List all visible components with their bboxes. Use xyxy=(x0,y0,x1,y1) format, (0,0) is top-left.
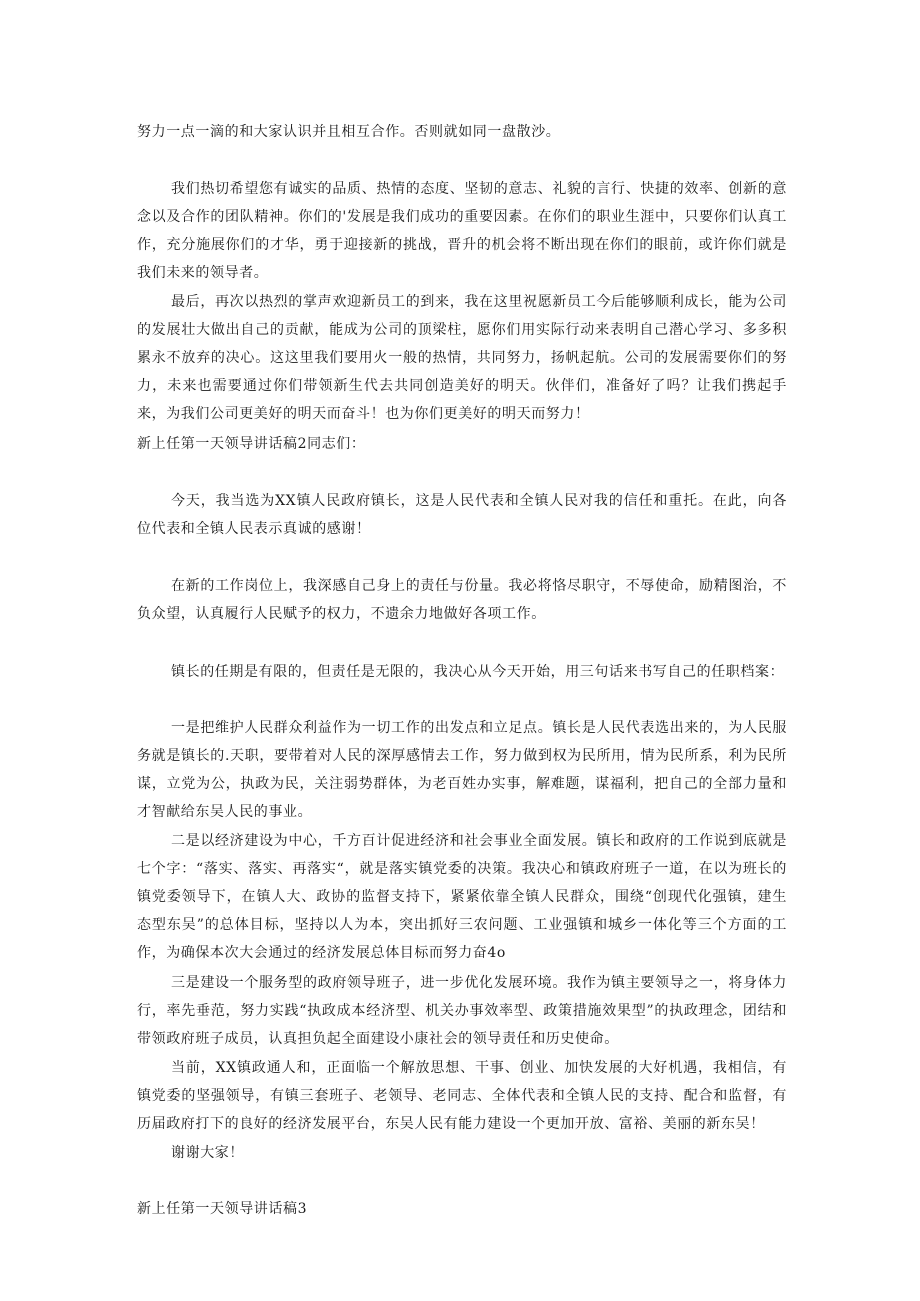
paragraph-responsibility: 在新的工作岗位上，我深感自己身上的责任与份量。我必将恪尽职守，不辱使命，励精图治，不负众望，认真履行人民赋予的权力，不遗余力地做好各项工作。 xyxy=(137,578,787,622)
paragraph-thanks: 今天，我当选为XX镇人民政府镇长，这是人民代表和全镇人民对我的信任和重托。在此，向各位代表和全镇人民表示真诚的感谢！ xyxy=(137,493,787,537)
paragraph-point-three: 三是建设一个服务型的政府领导班子，进一步优化发展环境。我作为镇主要领导之一，将身体力行，率先垂范，努力实践“执政成本经济型、机关办事效率型、政策措施效果型”的执政理念，团结和带领政府班子成员，认真担负起全面建设小康社会的领导责任和历史使命。 xyxy=(137,975,787,1047)
paragraph-point-one: 一是把维护人民群众利益作为一切工作的出发点和立足点。镇长是人民代表选出来的，为人民服务就是镇长的.天职，要带着对人民的深厚感情去工作，努力做到权为民所用，情为民所系，利为民所谋，立党为公，执政为民，关注弱势群体，为老百姓办实事，解难题，谋福利，把自己的全部力量和才智献给东吴人民的事业。 xyxy=(137,720,787,820)
paragraph-term: 镇长的任期是有限的，但责任是无限的，我决心从今天开始，用三句话来书写自己的任职档案： xyxy=(171,664,785,680)
paragraph-intro-end: 努力一点一滴的和大家认识并且相互合作。否则就如同一盘散沙。 xyxy=(137,124,561,140)
paragraph-closing: 最后，再次以热烈的掌声欢迎新员工的到来，我在这里祝愿新员工今后能够顺利成长，能为公司的发展壮大做出自己的贡献，能成为公司的顶梁柱，愿你们用实际行动来表明自己潜心学习、多多积累永不放弃的决心。这这里我们要用火一般的热情，共同努力，扬帆起航。公司的发展需要你们的努力，未来也需要通过你们带领新生代去共同创造美好的明天。伙伴们，准备好了吗？让我们携起手来，为我们公司更美好的明天而奋斗！也为你们更美好的明天而努力！ xyxy=(137,294,787,422)
paragraph-point-two: 二是以经济建设为中心，千方百计促进经济和社会事业全面发展。镇长和政府的工作说到底就是七个字：“落实、落实、再落实“，就是落实镇党委的决策。我决心和镇政府班子一道，在以为班长的镇党委领导下，在镇人大、政协的监督支持下，紧紧依靠全镇人民群众，围绕“创现代化强镇，建生态型东吴”的总体目标，坚持以人为本，突出抓好三农问题、工业强镇和城乡一体化等三个方面的工作，为确保本次大会通过的经济发展总体目标而努力奋4o xyxy=(137,833,787,961)
section-heading-2: 新上任第一天领导讲话稿2同志们： xyxy=(137,436,366,452)
paragraph-current: 当前，XX镇政通人和，正面临一个解放思想、干事、创业、加快发展的大好机遇，我相信，有镇党委的坚强领导，有镇三套班子、老领导、老同志、全体代表和全镇人民的支持、配合和监督，有历届政府打下的良好的经济发展平台，东吴人民有能力建设一个更加开放、富裕、美丽的新东吴！ xyxy=(137,1060,787,1132)
section-heading-3: 新上任第一天领导讲话稿3 xyxy=(137,1201,308,1217)
paragraph-thank-you: 谢谢大家！ xyxy=(171,1145,244,1161)
paragraph-hope: 我们热切希望您有诚实的品质、热情的态度、坚韧的意志、礼貌的言行、快捷的效率、创新的意念以及合作的团队精神。你们的'发展是我们成功的重要因素。在你们的职业生涯中，只要你们认真工作，充分施展你们的才华，勇于迎接新的挑战，晋升的机会将不断出现在你们的眼前，或许你们就是我们未来的领导者。 xyxy=(137,181,787,281)
